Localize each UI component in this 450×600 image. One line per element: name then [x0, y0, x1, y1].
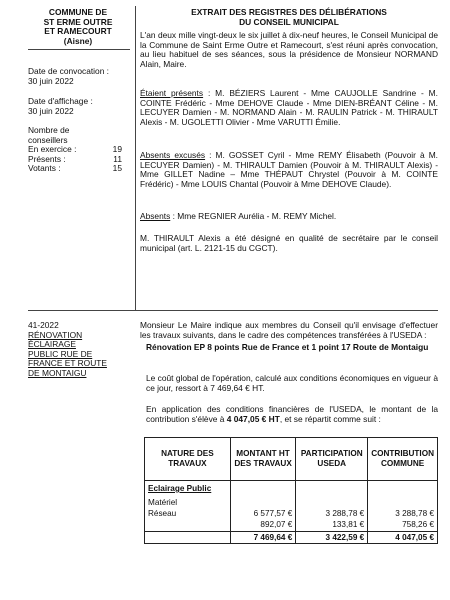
excused-label: Absents excusés [140, 150, 206, 160]
table-total-row [145, 532, 438, 544]
header-commune: CONTRIBUTION COMMUNE [368, 438, 438, 481]
header-montant: MONTANT HT DES TRAVAUX [230, 438, 295, 481]
count-value-exercice: 19 [112, 144, 122, 154]
convocation-block [28, 67, 128, 86]
header-useda: PARTICIPATION USEDA [296, 438, 368, 481]
deliberation-title-5: DE MONTAIGU [28, 367, 87, 378]
commune-reseau: 758,26 € [402, 520, 434, 529]
count-value-votants: 15 [112, 163, 122, 173]
deliberation-title-4: FRANCE ET ROUTE [28, 358, 107, 368]
total-montant: 7 469,64 € [230, 532, 295, 544]
project-title: Rénovation EP 8 points Rue de France et 1 point 17 Route de Montaigu [146, 342, 429, 352]
commune-line-4: (Aisne) [63, 35, 93, 46]
intro-paragraph: L'an deux mille vingt-deux le six juillet à dix-neuf heures, le Conseil Municipal de la Commune de Saint Erme Outre et Ramecourt, s'est réuni après convocation, au lieu habituel de ses séances, sous la présidence de Monsieur NORMAND Alain, Maire. [140, 30, 438, 69]
commune-line-2: ST ERME OUTRE [43, 16, 113, 27]
present-paragraph [140, 89, 438, 127]
commune-divider [28, 49, 130, 50]
absent-paragraph [140, 212, 438, 222]
total-useda: 3 422,59 € [296, 532, 368, 544]
montant-materiel: 6 577,57 € [253, 509, 293, 518]
absent-label: Absents [140, 211, 171, 221]
nature-cell [145, 481, 231, 532]
total-commune: 4 047,05 € [368, 532, 438, 544]
document-title [140, 8, 438, 27]
commune-materiel: 3 288,78 € [395, 509, 434, 518]
category-label: Eclairage Public [148, 484, 212, 493]
section-divider [28, 310, 438, 311]
commune-line-3: ET RAMECOURT [44, 26, 112, 36]
financing-amount: 4 047,05 € HT [226, 413, 280, 424]
deliberation-title-3: PUBLIC RUE DE [28, 348, 93, 359]
useda-materiel: 3 288,78 € [325, 509, 365, 518]
table-body-row [145, 481, 438, 532]
members-label-1: Nombre de [28, 125, 70, 135]
row-label-reseau: Réseau [148, 509, 177, 518]
commune-cell [368, 481, 438, 532]
absent-text: : Mme REGNIER Aurélia - M. REMY Michel. [170, 211, 337, 221]
commune-line-1: COMMUNE DE [48, 7, 108, 17]
convocation-date: 30 juin 2022 [28, 75, 74, 86]
column-separator [135, 6, 136, 310]
deliberation-heading [28, 321, 128, 378]
present-label: Étaient présents [140, 88, 204, 98]
total-label-cell [145, 532, 231, 544]
financing-paragraph [146, 405, 438, 424]
deliberation-title-1: RÉNOVATION [28, 329, 83, 340]
present-text: : M. BÉZIERS Laurent - Mme CAUJOLLE Sandrine - M. COINTE Frédéric - Mme DEHOVE Claude - Mme DIEN-BRÉANT Céline - M. LECUYER Damien - M. NORMAND Alain - M. RAULIN Patrick - M. THIRAULT Alexis - M. UGOLETTI Olivier - Mme VARUTTI Émilie. [140, 88, 438, 127]
cost-table [144, 437, 438, 544]
table-header-row [145, 438, 438, 481]
count-value-presents: 11 [113, 153, 122, 164]
mayor-intro-paragraph: Monsieur Le Maire indique aux membres du Conseil qu'il envisage d'effectuer les travaux suivants, dans le cadre des compétences transférées à l'USEDA : [140, 320, 438, 340]
commune-name [28, 8, 128, 46]
row-label-materiel: Matériel [148, 498, 178, 507]
affichage-label: Date d'affichage : [28, 96, 93, 106]
excused-paragraph [140, 151, 438, 189]
useda-reseau: 133,81 € [332, 520, 365, 529]
convocation-label: Date de convocation : [28, 66, 110, 76]
header-nature: NATURE DES TRAVAUX [145, 438, 231, 481]
title-line-1: EXTRAIT DES REGISTRES DES DÉLIBÉRATIONS [191, 7, 387, 17]
financing-prefix: En application des conditions financières de l'USEDA, le montant de la contribution s'élève à [146, 404, 438, 424]
financing-suffix: , et se répartit comme suit : [279, 413, 381, 424]
count-label-presents: Présents : [28, 153, 66, 164]
members-block [28, 126, 128, 174]
count-label-exercice: En exercice : [28, 144, 77, 154]
count-label-votants: Votants : [28, 163, 61, 173]
deliberation-title-2: ÉCLAIRAGE [28, 339, 76, 349]
title-line-2: DU CONSEIL MUNICIPAL [239, 16, 339, 27]
members-counts [28, 145, 128, 174]
members-label-2: conseillers [28, 134, 68, 145]
excused-text: : M. GOSSET Cyril - Mme REMY Élisabeth (Pouvoir à M. LECUYER Damien) - M. THIRAULT Damien (Pouvoir à M. THIRAULT Alexis) - Mme GILLET Nadine – Mme THÉPAUT Chrystel (Pouvoir à M. COINTE Frédéric) - Mme LOUIS Chantal (Pouvoir à Mme DEHOVE Claude). [140, 150, 438, 189]
useda-cell [296, 481, 368, 532]
secretary-paragraph: M. THIRAULT Alexis a été désigné en qualité de secrétaire par le conseil municipal (art. L. 2121-15 du CGCT). [140, 233, 438, 253]
deliberation-number: 41-2022 [28, 320, 59, 330]
affichage-date: 30 juin 2022 [28, 105, 74, 116]
montant-reseau: 892,07 € [260, 520, 293, 529]
affichage-block [28, 97, 128, 116]
montant-cell [230, 481, 295, 532]
cost-paragraph: Le coût global de l'opération, calculé aux conditions économiques en vigueur à ce jour, ressort à 7 469,64 € HT. [146, 373, 438, 393]
